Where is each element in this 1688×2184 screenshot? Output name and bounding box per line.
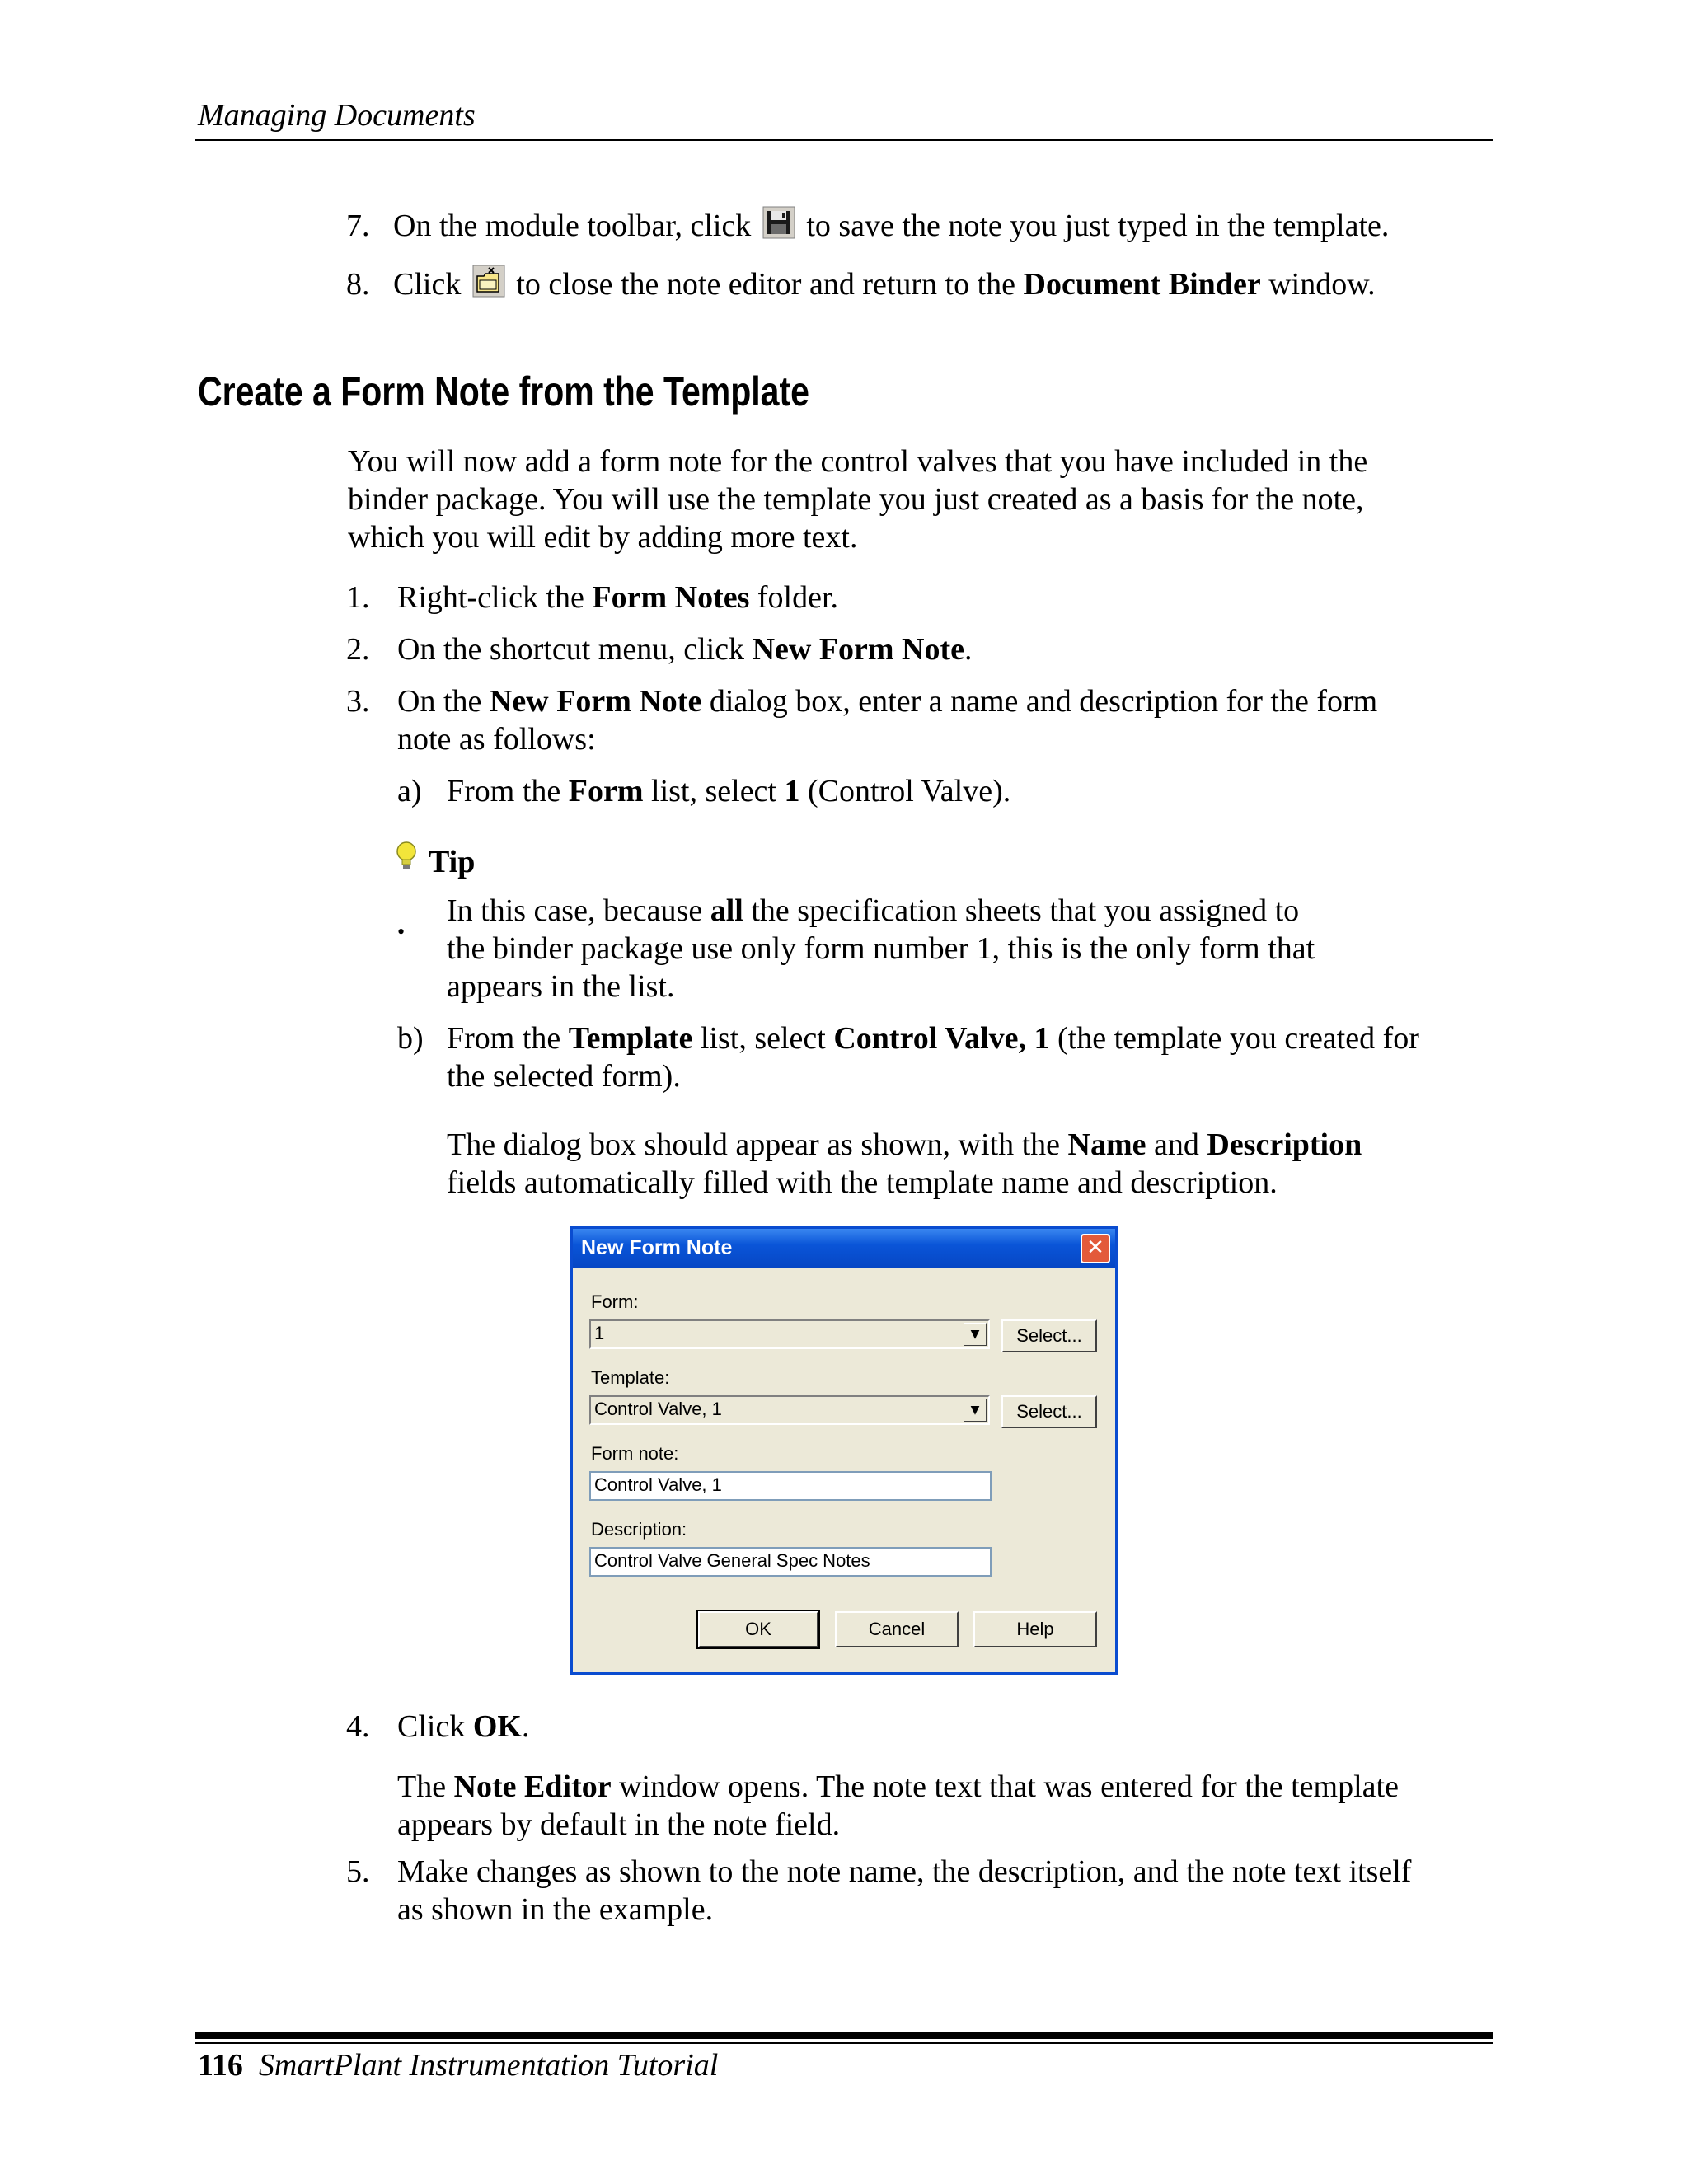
section-heading: Create a Form Note from the Template <box>198 368 809 415</box>
book-title: SmartPlant Instrumentation Tutorial <box>258 2048 719 2083</box>
page-footer <box>198 2047 718 2083</box>
template-select-button[interactable]: Select... <box>1001 1395 1097 1428</box>
step-text: Click <box>393 267 469 302</box>
form-label: Form: <box>591 1291 639 1312</box>
dialog-intro-line-2: fields automatically filled with the template name and description. <box>447 1165 1278 1200</box>
template-value: Control Valve, 1 <box>594 1399 722 1419</box>
tip-bullet-line-3: appears in the list. <box>447 969 675 1004</box>
cancel-button[interactable]: Cancel <box>835 1611 959 1647</box>
document-binder-term: Document Binder <box>1023 267 1261 302</box>
text: (Control Valve). <box>799 774 1011 808</box>
tip-bullet-line-1 <box>447 892 1299 930</box>
template-term: Template <box>568 1021 693 1056</box>
form-note-label: Form note: <box>591 1443 679 1464</box>
dialog-intro-line-1 <box>447 1126 1362 1164</box>
intro-line-2: binder package. You will use the template you just created as a basis for the note, <box>348 482 1364 517</box>
dialog-title-bar <box>573 1229 1115 1268</box>
control-valve-term: Control Valve, 1 <box>833 1021 1050 1056</box>
text: Click <box>397 1709 473 1744</box>
chevron-down-icon[interactable]: ▼ <box>964 1399 987 1422</box>
intro-line-3: which you will edit by adding more text. <box>348 520 858 555</box>
close-editor-icon <box>472 265 505 298</box>
form-select-button[interactable]: Select... <box>1001 1319 1097 1352</box>
text: the specification sheets that you assigned to <box>743 893 1300 928</box>
text: dialog box, enter a name and description for the form <box>701 684 1378 719</box>
step-number: 8. <box>346 267 370 302</box>
text: folder. <box>749 580 839 615</box>
running-header: Managing Documents <box>198 98 476 133</box>
step-text-post: to close the note editor and return to the <box>508 267 1024 302</box>
step-number: 2. <box>346 632 370 667</box>
form-notes-term: Form Notes <box>592 580 750 615</box>
sub-step-b-label: b) <box>397 1021 424 1056</box>
step-4 <box>346 1708 370 1746</box>
note-editor-term: Note Editor <box>453 1769 612 1804</box>
lightbulb-icon <box>394 841 419 874</box>
text: On the shortcut menu, click <box>397 632 753 667</box>
new-form-note-term: New Form Note <box>489 684 702 719</box>
all-term: all <box>710 893 743 928</box>
step-4-note-line-1 <box>397 1768 1399 1806</box>
text: . <box>521 1709 530 1744</box>
form-value: 1 <box>594 1323 605 1343</box>
step-number: 7. <box>346 209 370 243</box>
step-1-text <box>397 579 838 616</box>
step-4-text <box>397 1708 529 1746</box>
step-text: On the module toolbar, click <box>393 209 759 243</box>
text: The dialog box should appear as shown, with the <box>447 1127 1068 1162</box>
template-label: Template: <box>591 1367 670 1388</box>
step-number: 3. <box>346 684 370 719</box>
close-icon[interactable]: ✕ <box>1081 1234 1110 1263</box>
bullet-dot: • <box>397 920 406 944</box>
step-2 <box>346 630 370 668</box>
help-button[interactable]: Help <box>973 1611 1097 1647</box>
description-term: Description <box>1207 1127 1362 1162</box>
text: On the <box>397 684 490 719</box>
form-note-input[interactable]: Control Valve, 1 <box>589 1471 992 1501</box>
sub-step-a-label: a) <box>397 774 422 808</box>
chevron-down-icon[interactable]: ▼ <box>964 1323 987 1346</box>
step-3-line-2: note as follows: <box>397 722 596 757</box>
step-4-note-line-2: appears by default in the note field. <box>397 1807 841 1842</box>
description-input[interactable]: Control Valve General Spec Notes <box>589 1547 992 1577</box>
text: . <box>964 632 973 667</box>
sub-step-b-line-2: the selected form). <box>447 1059 681 1094</box>
ok-term: OK <box>472 1709 522 1744</box>
step-5 <box>346 1853 370 1891</box>
page-number: 116 <box>198 2048 243 2083</box>
footer-rule-thick <box>195 2032 1493 2039</box>
sub-step-a <box>447 772 1010 810</box>
form-term: Form <box>568 774 644 808</box>
text: window opens. The note text that was entered for the template <box>611 1769 1399 1804</box>
step-5-line-2: as shown in the example. <box>397 1892 714 1927</box>
step-3 <box>346 682 370 720</box>
text: The <box>397 1769 454 1804</box>
sub-step-b <box>447 1019 1419 1057</box>
text: and <box>1146 1127 1207 1162</box>
step-5-text: Make changes as shown to the note name, the description, and the note text itself <box>397 1854 1412 1889</box>
text: In this case, because <box>447 893 710 928</box>
text: From the <box>447 1021 569 1056</box>
save-icon <box>762 206 795 239</box>
template-dropdown[interactable] <box>589 1395 990 1425</box>
text: (the template you created for <box>1049 1021 1419 1056</box>
text: Right-click the <box>397 580 593 615</box>
step-2-text <box>397 630 973 668</box>
footer-rule-thin <box>195 2042 1493 2044</box>
form-number: 1 <box>784 774 800 808</box>
step-text-tail: window. <box>1260 267 1376 302</box>
text: From the <box>447 774 569 808</box>
step-8 <box>346 265 1376 303</box>
dialog-title: New Form Note <box>581 1236 733 1259</box>
new-form-note-dialog <box>570 1226 1118 1675</box>
step-3-text <box>397 682 1377 720</box>
new-form-note-term: New Form Note <box>752 632 965 667</box>
description-label: Description: <box>591 1519 687 1540</box>
text: list, select <box>692 1021 834 1056</box>
ok-button[interactable]: OK <box>698 1611 818 1647</box>
tip-title: Tip <box>429 845 476 879</box>
step-number: 5. <box>346 1854 370 1889</box>
name-term: Name <box>1067 1127 1146 1162</box>
step-number: 4. <box>346 1709 370 1744</box>
step-text-post: to save the note you just typed in the template. <box>798 209 1390 243</box>
step-number: 1. <box>346 580 370 615</box>
step-1 <box>346 579 370 616</box>
form-dropdown[interactable] <box>589 1319 990 1349</box>
header-rule <box>195 139 1493 141</box>
text: list, select <box>643 774 785 808</box>
tip-bullet-line-2: the binder package use only form number 1, this is the only form that <box>447 931 1315 966</box>
intro-line-1: You will now add a form note for the control valves that you have included in the <box>348 444 1368 479</box>
step-7 <box>346 206 1389 245</box>
